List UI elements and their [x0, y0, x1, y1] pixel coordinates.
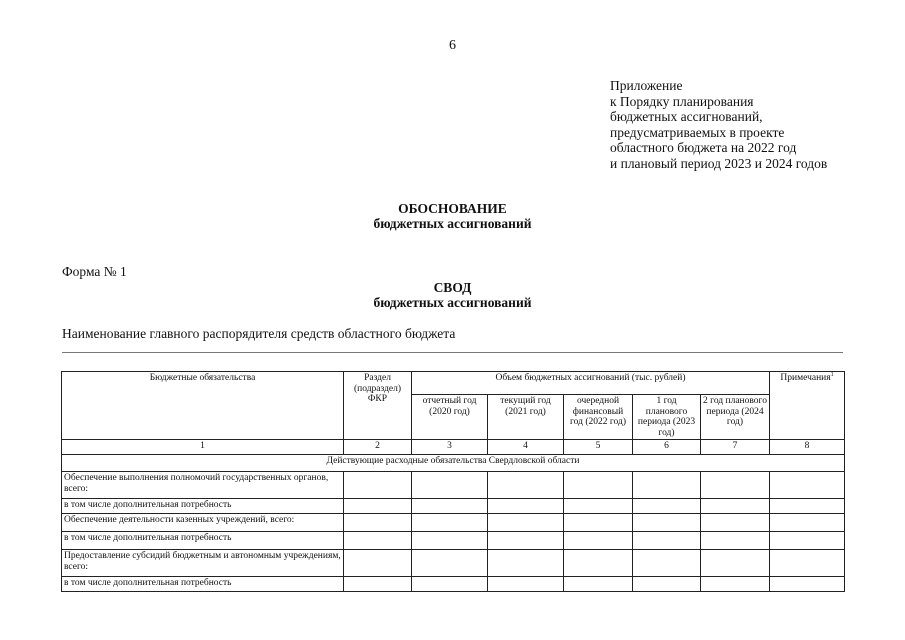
- table-cell[interactable]: [564, 472, 633, 499]
- column-number: 1: [62, 440, 344, 455]
- table-cell[interactable]: [412, 499, 488, 514]
- column-number: 2: [344, 440, 412, 455]
- table-cell[interactable]: [488, 532, 564, 550]
- table-cell[interactable]: [633, 532, 701, 550]
- column-number-row: [62, 440, 845, 455]
- appendix-block: [610, 78, 827, 171]
- budget-table: [61, 371, 845, 592]
- summary-subtitle: бюджетных ассигнований: [373, 295, 532, 310]
- table-cell[interactable]: [701, 550, 770, 577]
- table-cell[interactable]: [564, 577, 633, 592]
- name-underline: [62, 352, 843, 353]
- table-cell[interactable]: [344, 472, 412, 499]
- table-cell[interactable]: [564, 499, 633, 514]
- column-number: 3: [412, 440, 488, 455]
- table-cell[interactable]: [701, 472, 770, 499]
- table-cell[interactable]: [770, 499, 845, 514]
- document-heading: [0, 201, 905, 231]
- table-cell[interactable]: [344, 532, 412, 550]
- table-cell[interactable]: [701, 532, 770, 550]
- table-cell[interactable]: [633, 577, 701, 592]
- distributor-name-label: Наименование главного распорядителя средств областного бюджета: [62, 326, 456, 341]
- appendix-line: областного бюджета на 2022 год: [610, 140, 797, 155]
- table-cell[interactable]: [770, 514, 845, 532]
- table-header-row: [62, 372, 845, 395]
- heading-title: ОБОСНОВАНИЕ: [398, 201, 507, 216]
- table-cell[interactable]: [488, 550, 564, 577]
- table-cell[interactable]: [633, 514, 701, 532]
- header-volume: Объем бюджетных ассигнований (тыс. рублей): [412, 372, 770, 395]
- section-row: [62, 455, 845, 472]
- section-title: Действующие расходные обязательства Свердловской области: [62, 455, 845, 472]
- row-label: в том числе дополнительная потребность: [62, 577, 344, 592]
- row-label: Предоставление субсидий бюджетным и автономным учреждениям, всего:: [62, 550, 344, 577]
- summary-title: СВОД: [433, 280, 472, 295]
- row-label: в том числе дополнительная потребность: [62, 532, 344, 550]
- form-number: Форма № 1: [62, 264, 127, 279]
- table-cell[interactable]: [488, 514, 564, 532]
- appendix-line: к Порядку планирования: [610, 93, 754, 109]
- table-cell[interactable]: [770, 577, 845, 592]
- table-cell[interactable]: [564, 532, 633, 550]
- header-plan-year-1: 1 год планового периода (2023 год): [633, 395, 701, 440]
- header-next-year: очередной финансовый год (2022 год): [564, 395, 633, 440]
- table-cell[interactable]: [344, 550, 412, 577]
- heading-subtitle: бюджетных ассигнований: [373, 216, 532, 231]
- table-cell[interactable]: [412, 532, 488, 550]
- table-cell[interactable]: [412, 514, 488, 532]
- table-row: [62, 499, 845, 514]
- header-section: Раздел (подраздел) ФКР: [344, 372, 412, 440]
- column-number: 7: [701, 440, 770, 455]
- table-cell[interactable]: [488, 577, 564, 592]
- table-cell[interactable]: [412, 577, 488, 592]
- table-cell[interactable]: [770, 472, 845, 499]
- table-cell[interactable]: [412, 550, 488, 577]
- table-cell[interactable]: [488, 472, 564, 499]
- row-label: Обеспечение выполнения полномочий государственных органов, всего:: [62, 472, 344, 499]
- table-row: [62, 472, 845, 499]
- table-cell[interactable]: [770, 532, 845, 550]
- table-cell[interactable]: [770, 550, 845, 577]
- appendix-line: Приложение: [610, 78, 683, 93]
- header-obligations: Бюджетные обязательства: [62, 372, 344, 440]
- page-number: 6: [449, 38, 456, 53]
- footnote-marker: 1: [830, 371, 834, 378]
- summary-heading: [0, 280, 905, 310]
- table-cell[interactable]: [344, 577, 412, 592]
- header-note: [770, 372, 845, 440]
- column-number: 6: [633, 440, 701, 455]
- column-number: 4: [488, 440, 564, 455]
- table-cell[interactable]: [564, 550, 633, 577]
- table-row: [62, 577, 845, 592]
- table-cell[interactable]: [633, 472, 701, 499]
- header-current-year: текущий год (2021 год): [488, 395, 564, 440]
- header-note-label: Примечания: [780, 373, 831, 383]
- table-cell[interactable]: [344, 514, 412, 532]
- table-cell[interactable]: [564, 514, 633, 532]
- table-row: [62, 532, 845, 550]
- table-cell[interactable]: [701, 499, 770, 514]
- header-reported-year: отчетный год (2020 год): [412, 395, 488, 440]
- table-cell[interactable]: [701, 577, 770, 592]
- row-label: Обеспечение деятельности казенных учреждений, всего:: [62, 514, 344, 532]
- appendix-line: предусматриваемых в проекте: [610, 124, 785, 140]
- appendix-line: бюджетных ассигнований,: [610, 109, 763, 124]
- table-cell[interactable]: [488, 499, 564, 514]
- appendix-line: и плановый период 2023 и 2024 годов: [610, 155, 828, 171]
- column-number: 5: [564, 440, 633, 455]
- table-row: [62, 550, 845, 577]
- row-label: в том числе дополнительная потребность: [62, 499, 344, 514]
- table-cell[interactable]: [633, 550, 701, 577]
- column-number: 8: [770, 440, 845, 455]
- table-cell[interactable]: [344, 499, 412, 514]
- table-cell[interactable]: [701, 514, 770, 532]
- table-cell[interactable]: [633, 499, 701, 514]
- table-row: [62, 514, 845, 532]
- table-cell[interactable]: [412, 472, 488, 499]
- header-plan-year-2: 2 год планового периода (2024 год): [701, 395, 770, 440]
